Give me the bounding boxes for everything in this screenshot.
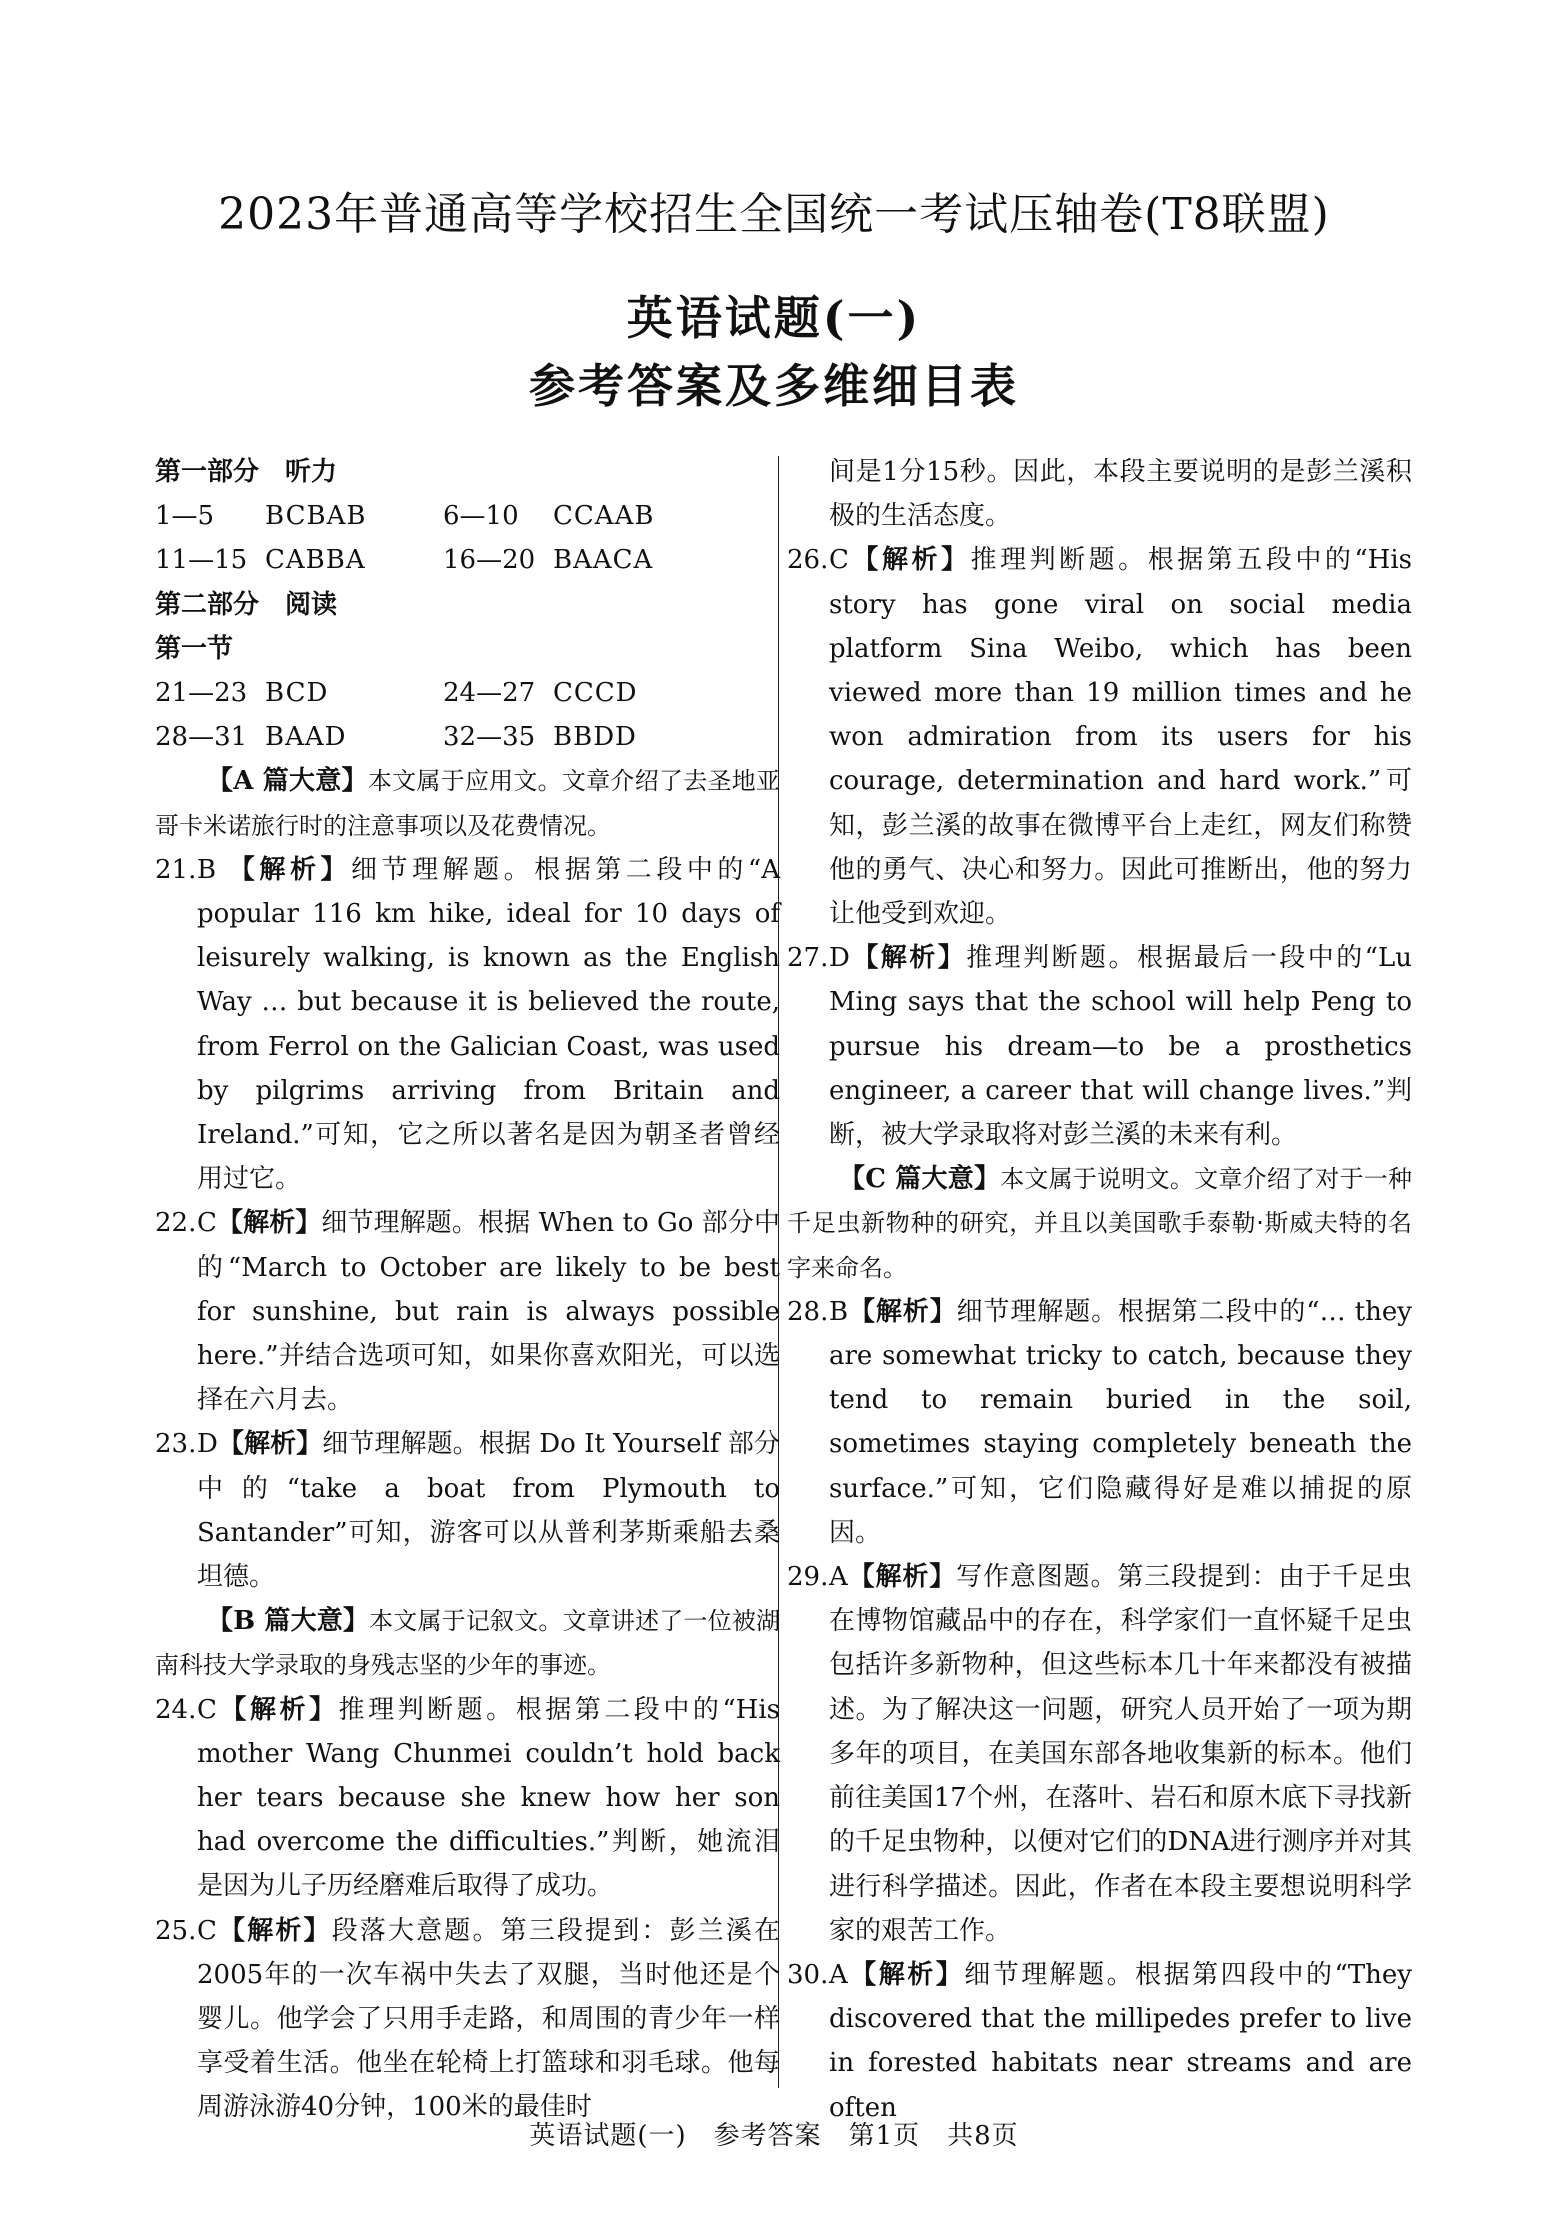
analysis-tag: 【解析】 bbox=[228, 854, 352, 885]
answer-letter: A bbox=[829, 1562, 848, 1593]
answer-row bbox=[155, 538, 780, 582]
question-number: 27. bbox=[787, 943, 829, 974]
page-footer: 英语试题(一) 参考答案 第1页 共8页 bbox=[529, 2121, 1019, 2151]
explanation bbox=[197, 1422, 780, 1599]
part1-heading: 第一部分 听力 bbox=[155, 457, 338, 487]
answer-value: CABBA bbox=[265, 545, 366, 576]
document-title: 2023年普通高等学校招生全国统一考试压轴卷(T8联盟) bbox=[218, 189, 1330, 240]
answer-item-26 bbox=[787, 538, 1412, 936]
passage-summary-text: 本文属于应用文。文章介绍了去圣地亚哥卡米诺旅行时的注意事项以及花费情况。 bbox=[155, 767, 781, 840]
explanation-text: 写作意图题。第三段提到：由于千足虫在博物馆藏品中的存在，科学家们一直怀疑千足虫包括许多新物种，但这些标本几十年来都没有被描述。为了解决这一问题，研究人员开始了一项为期多年的项目，在美国东部各地收集新的标本。他们前往美国17个州，在落叶、岩石和原木底下寻找新的千足虫物种，以便对它们的DNA进行测序并对其进行科学描述。因此，作者在本段主要想说明科学家的艰苦工作。 bbox=[829, 1562, 1412, 1946]
answer-letter: D bbox=[829, 943, 850, 974]
explanation bbox=[197, 1201, 780, 1422]
answer-letter: C bbox=[197, 1915, 217, 1946]
answer-range: 21—23 bbox=[155, 677, 248, 708]
answer-range: 28—31 bbox=[155, 722, 248, 753]
explanation-text: 段落大意题。第三段提到：彭兰溪在2005年的一次车祸中失去了双腿，当时他还是个婴儿。他学会了只用手走路，和周围的青少年一样享受着生活。他坐在轮椅上打篮球和羽毛球。他每周游泳游40分钟，100米的最佳时 bbox=[197, 1915, 780, 2123]
answer-value: CCAAB bbox=[553, 501, 655, 532]
exam-subject-title: 英语试题(一) bbox=[626, 291, 922, 345]
answer-letter: A bbox=[829, 1959, 848, 1990]
answer-item-27 bbox=[787, 936, 1412, 1157]
explanation bbox=[829, 538, 1412, 936]
answer-group bbox=[443, 671, 731, 715]
answer-group bbox=[155, 494, 443, 538]
passage-summary-text: 本文属于记叙文。文章讲述了一位被湖南科技大学录取的身残志坚的少年的事迹。 bbox=[155, 1607, 781, 1680]
passage-b-summary bbox=[155, 1599, 780, 1687]
analysis-tag: 【解析】 bbox=[847, 1562, 957, 1593]
answer-row bbox=[155, 715, 780, 759]
answer-item-22 bbox=[155, 1201, 780, 1422]
answer-range: 24—27 bbox=[443, 677, 536, 708]
question-number: 22. bbox=[155, 1208, 197, 1239]
answer-letter: C bbox=[829, 545, 849, 576]
answer-item-30 bbox=[787, 1953, 1412, 2130]
explanation-text: 推理判断题。根据最后一段中的“Lu Ming says that the school will help Peng to pursue his dream—to be a prosthetics engineer, a career that will change lives.”判断，被大学录取将对彭兰溪的未来有利。 bbox=[829, 943, 1412, 1151]
answer-value: BAACA bbox=[553, 545, 654, 576]
explanation bbox=[829, 936, 1412, 1157]
answer-letter: C bbox=[197, 1694, 217, 1725]
left-column bbox=[155, 450, 780, 2130]
passage-summary-text: 本文属于说明文。文章介绍了对于一种千足虫新物种的研究，并且以美国歌手泰勒·斯威夫特的名字来命名。 bbox=[787, 1165, 1413, 1282]
answer-item-24 bbox=[155, 1688, 780, 1909]
answer-letter: B bbox=[197, 854, 217, 885]
explanation-text: 细节理解题。根据第二段中的“… they are somewhat tricky to catch, because they tend to remain buried in the soil, sometimes staying completely beneath the surface.”可知，它们隐藏得好是难以捕捉的原因。 bbox=[829, 1296, 1412, 1548]
question-number: 30. bbox=[787, 1959, 829, 1990]
analysis-tag: 【解析】 bbox=[847, 1959, 965, 1990]
answer-value: CCCD bbox=[553, 677, 638, 708]
explanation bbox=[829, 1290, 1412, 1555]
answer-group bbox=[155, 538, 443, 582]
explanation bbox=[197, 1688, 780, 1909]
explanation bbox=[829, 1953, 1412, 2130]
answer-letter: D bbox=[197, 1429, 218, 1460]
answer-group bbox=[443, 494, 731, 538]
answer-range: 1—5 bbox=[155, 501, 215, 532]
question-number: 25. bbox=[155, 1915, 197, 1946]
explanation-text: 细节理解题。根据第四段中的“They discovered that the millipedes prefer to live in forested habitats near streams and are often bbox=[829, 1959, 1412, 2123]
answer-group bbox=[443, 715, 731, 759]
question-number: 23. bbox=[155, 1429, 197, 1460]
answer-value: BCD bbox=[265, 677, 329, 708]
answer-value: BBDD bbox=[553, 722, 637, 753]
analysis-tag: 【解析】 bbox=[848, 1296, 957, 1327]
answer-group bbox=[155, 715, 443, 759]
explanation bbox=[197, 1909, 780, 2130]
explanation-text: 细节理解题。根据 Do It Yourself 部分中的“take a boat from Plymouth to Santander”可知，游客可以从普利茅斯乘船去桑坦德。 bbox=[197, 1429, 780, 1592]
answer-item-29 bbox=[787, 1555, 1412, 1953]
passage-a-summary bbox=[155, 759, 780, 847]
passage-label: 【B 篇大意】 bbox=[207, 1606, 370, 1637]
explanation bbox=[197, 848, 780, 1202]
passage-c-summary bbox=[787, 1157, 1412, 1290]
answer-row bbox=[155, 671, 780, 715]
explanation bbox=[829, 1555, 1412, 1953]
question-number: 28. bbox=[787, 1296, 829, 1327]
answer-item-28 bbox=[787, 1290, 1412, 1555]
analysis-tag: 【解析】 bbox=[217, 1429, 323, 1460]
explanation-text: 推理判断题。根据第五段中的“His story has gone viral on social media platform Sina Weibo, which has been viewed more than 19 million times and he won admiration from its users for his courage, determination and hard work.”可知，彭兰溪的故事在微博平台上走红，网友们称赞他的勇气、决心和努力。因此可推断出，他的努力让他受到欢迎。 bbox=[829, 545, 1412, 930]
answer-range: 16—20 bbox=[443, 545, 536, 576]
analysis-tag: 【解析】 bbox=[849, 943, 967, 974]
analysis-tag: 【解析】 bbox=[848, 545, 971, 576]
answer-value: BAAD bbox=[265, 722, 347, 753]
passage-label: 【A 篇大意】 bbox=[207, 766, 368, 797]
passage-label: 【C 篇大意】 bbox=[839, 1164, 1001, 1195]
section1-heading: 第一节 bbox=[155, 633, 234, 664]
answer-letter: C bbox=[197, 1208, 217, 1239]
explanation-text: 推理判断题。根据第二段中的“His mother Wang Chunmei couldn’t hold back her tears because she knew how her son had overcome the difficulties.”判断，她流泪是因为儿子历经磨难后取得了成功。 bbox=[197, 1694, 780, 1902]
answer-item-21 bbox=[155, 848, 780, 1202]
answer-item-25 bbox=[155, 1909, 780, 2130]
answer-row bbox=[155, 494, 780, 538]
analysis-tag: 【解析】 bbox=[216, 1915, 332, 1946]
answer-item-23 bbox=[155, 1422, 780, 1599]
analysis-tag: 【解析】 bbox=[216, 1694, 339, 1725]
question-number: 21. bbox=[155, 854, 197, 885]
answer-group bbox=[443, 538, 731, 582]
analysis-tag: 【解析】 bbox=[216, 1208, 322, 1239]
answer-range: 6—10 bbox=[443, 501, 519, 532]
question-number: 24. bbox=[155, 1694, 197, 1725]
explanation-text: 细节理解题。根据 When to Go 部分中的“March to October are likely to be best for sunshine, but rain is always possible here.”并结合选项可知，如果你喜欢阳光，可以选择在六月去。 bbox=[197, 1208, 780, 1416]
question-number: 29. bbox=[787, 1562, 829, 1593]
answer-range: 11—15 bbox=[155, 545, 248, 576]
question-number: 26. bbox=[787, 545, 829, 576]
right-column bbox=[787, 450, 1412, 2130]
answer-letter: B bbox=[829, 1296, 849, 1327]
answer-range: 32—35 bbox=[443, 722, 536, 753]
answer-item-25-continued: 间是1分15秒。因此，本段主要说明的是彭兰溪积极的生活态度。 bbox=[829, 457, 1412, 532]
answer-key-title: 参考答案及多维细目表 bbox=[529, 359, 1019, 413]
part2-heading: 第二部分 阅读 bbox=[155, 589, 338, 620]
answer-group bbox=[155, 671, 443, 715]
answer-value: BCBAB bbox=[265, 501, 367, 532]
explanation-text: 细节理解题。根据第二段中的“A popular 116 km hike, ideal for 10 days of leisurely walking, is known as the English Way … but because it is believed the route, from Ferrol on the Galician Coast, was used by pilgrims arriving from Britain and Ireland.”可知，它之所以著名是因为朝圣者曾经用过它。 bbox=[197, 854, 780, 1195]
